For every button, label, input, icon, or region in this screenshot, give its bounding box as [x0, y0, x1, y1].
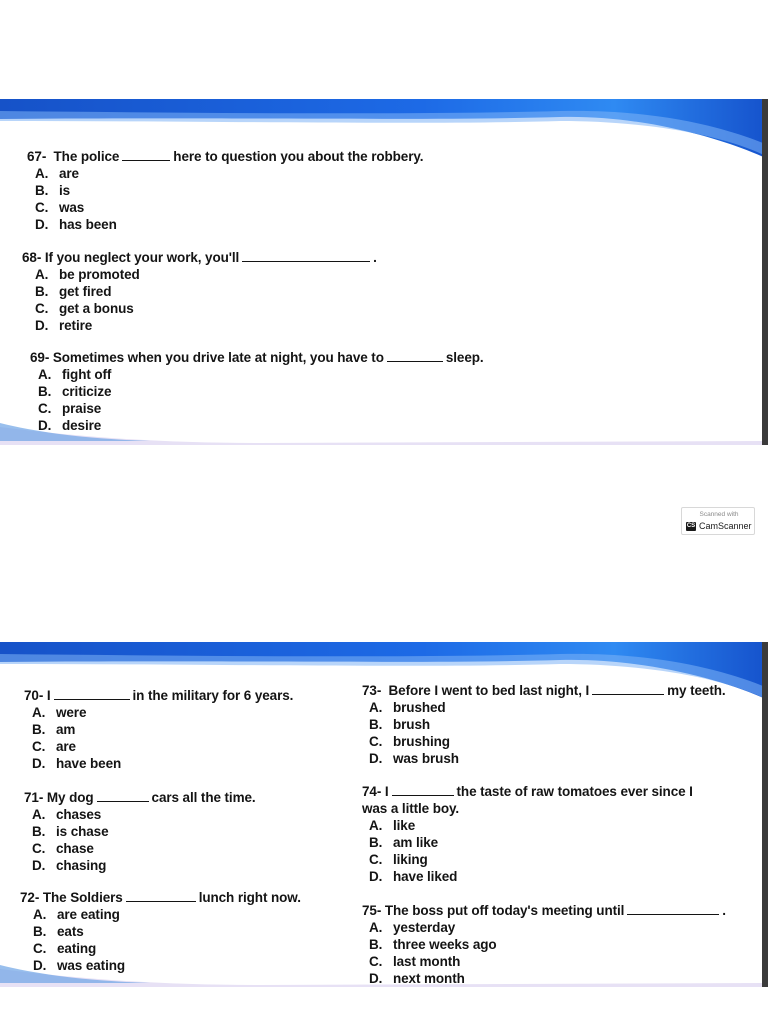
question-69 — [30, 349, 484, 434]
option-letter: A. — [32, 705, 46, 720]
question-stem — [24, 687, 293, 704]
stem-before: The Soldiers — [42, 890, 123, 905]
option-text: was eating — [57, 958, 126, 973]
option-d[interactable] — [35, 317, 377, 334]
question-number: 70- — [24, 688, 44, 703]
option-b[interactable] — [35, 182, 423, 199]
option-letter: D. — [32, 756, 46, 771]
option-letter: A. — [35, 267, 49, 282]
question-stem — [20, 889, 301, 906]
option-text: brush — [393, 717, 431, 732]
option-text: chase — [56, 841, 94, 856]
stem-after: . — [373, 250, 377, 265]
options-list — [33, 906, 301, 974]
option-text: get fired — [59, 284, 112, 299]
option-letter: C. — [32, 739, 46, 754]
question-67 — [27, 148, 423, 233]
option-letter: A. — [369, 920, 383, 935]
option-text: three weeks ago — [393, 937, 497, 952]
question-stem — [30, 349, 484, 366]
option-letter: A. — [38, 367, 52, 382]
options-list — [35, 165, 423, 233]
question-68 — [22, 249, 377, 334]
question-stem — [22, 249, 377, 266]
options-list — [38, 366, 484, 434]
answer-blank — [54, 689, 130, 700]
option-text: like — [393, 818, 416, 833]
answer-blank — [392, 785, 454, 796]
question-number: 74- — [362, 784, 382, 799]
question-70 — [24, 687, 293, 772]
question-71 — [24, 789, 256, 874]
options-list — [35, 266, 377, 334]
option-text: chasing — [56, 858, 107, 873]
answer-blank — [97, 791, 149, 802]
answer-blank — [242, 251, 370, 262]
stem-after: in the military for 6 years. — [132, 688, 294, 703]
option-letter: D. — [369, 869, 383, 884]
option-letter: C. — [35, 200, 49, 215]
option-b[interactable] — [369, 936, 726, 953]
option-text: last month — [393, 954, 461, 969]
question-number: 67- — [27, 149, 47, 164]
options-list — [369, 919, 726, 987]
options-list — [32, 704, 293, 772]
option-text: have been — [56, 756, 122, 771]
option-b[interactable] — [32, 823, 256, 840]
option-a[interactable] — [369, 817, 693, 834]
option-text: are — [56, 739, 76, 754]
option-letter: A. — [35, 166, 49, 181]
option-text: brushing — [393, 734, 450, 749]
option-text: was — [59, 200, 85, 215]
option-b[interactable] — [32, 721, 293, 738]
option-d[interactable] — [369, 750, 726, 767]
stem-before: I — [46, 688, 51, 703]
option-letter: A. — [369, 700, 383, 715]
option-letter: D. — [35, 217, 49, 232]
option-letter: B. — [35, 183, 49, 198]
option-text: are eating — [57, 907, 120, 922]
question-73 — [362, 682, 726, 767]
option-letter: B. — [32, 824, 46, 839]
option-letter: B. — [369, 937, 383, 952]
option-a[interactable] — [369, 919, 726, 936]
stem-before: The police — [53, 149, 120, 164]
stem-before: Sometimes when you drive late at night, you have to — [52, 350, 384, 365]
option-letter: C. — [369, 734, 383, 749]
option-text: are — [59, 166, 79, 181]
question-stem — [362, 783, 693, 800]
question-stem — [362, 682, 726, 699]
option-letter: C. — [369, 852, 383, 867]
option-letter: B. — [33, 924, 47, 939]
option-letter: A. — [33, 907, 47, 922]
question-number: 72- — [20, 890, 40, 905]
options-list — [369, 817, 693, 885]
answer-blank — [122, 150, 170, 161]
option-c[interactable] — [32, 840, 256, 857]
option-text: has been — [59, 217, 117, 232]
stem-before: Before I went to bed last night, I — [388, 683, 590, 698]
option-text: retire — [59, 318, 93, 333]
option-letter: D. — [32, 858, 46, 873]
option-d[interactable] — [33, 957, 301, 974]
option-letter: C. — [369, 954, 383, 969]
slide-bottom — [0, 642, 768, 987]
option-letter: C. — [35, 301, 49, 316]
option-letter: D. — [369, 751, 383, 766]
option-letter: B. — [35, 284, 49, 299]
answer-blank — [126, 891, 196, 902]
option-a[interactable] — [38, 366, 484, 383]
question-number: 69- — [30, 350, 50, 365]
option-letter: C. — [38, 401, 52, 416]
option-text: liking — [393, 852, 428, 867]
option-c[interactable] — [38, 400, 484, 417]
option-b[interactable] — [33, 923, 301, 940]
camscanner-watermark — [681, 507, 755, 535]
option-text: were — [56, 705, 87, 720]
stem-after: lunch right now. — [198, 890, 301, 905]
option-c[interactable] — [369, 733, 726, 750]
stem-before: If you neglect your work, you'll — [44, 250, 240, 265]
option-c[interactable] — [35, 300, 377, 317]
option-d[interactable] — [369, 868, 693, 885]
option-b[interactable] — [35, 283, 377, 300]
stem-before: The boss put off today's meeting until — [384, 903, 625, 918]
option-text: get a bonus — [59, 301, 134, 316]
option-text: yesterday — [393, 920, 456, 935]
options-list — [369, 699, 726, 767]
question-number: 73- — [362, 683, 382, 698]
option-text: desire — [62, 418, 102, 433]
option-text: fight off — [62, 367, 112, 382]
option-a[interactable] — [32, 806, 256, 823]
option-a[interactable] — [369, 699, 726, 716]
option-letter: A. — [32, 807, 46, 822]
stem-after: my teeth. — [667, 683, 726, 698]
option-d[interactable] — [32, 857, 256, 874]
option-text: next month — [393, 971, 465, 986]
stem-after: cars all the time. — [151, 790, 256, 805]
option-letter: B. — [38, 384, 52, 399]
option-text: was brush — [393, 751, 459, 766]
stem-before: My dog — [46, 790, 94, 805]
option-b[interactable] — [38, 383, 484, 400]
option-text: have liked — [393, 869, 458, 884]
option-text: criticize — [62, 384, 112, 399]
option-c[interactable] — [33, 940, 301, 957]
stem-before: I — [384, 784, 389, 799]
option-text: is chase — [56, 824, 109, 839]
stem-after: . — [722, 903, 726, 918]
option-text: chases — [56, 807, 102, 822]
option-letter: C. — [33, 941, 47, 956]
option-b[interactable] — [369, 716, 726, 733]
question-72 — [20, 889, 301, 974]
option-d[interactable] — [35, 216, 423, 233]
option-text: praise — [62, 401, 102, 416]
answer-blank — [592, 684, 664, 695]
question-74 — [362, 783, 693, 885]
stem-after: here to question you about the robbery. — [173, 149, 424, 164]
stem-after: the taste of raw tomatoes ever since I — [456, 784, 693, 799]
option-letter: D. — [38, 418, 52, 433]
stem-after: sleep. — [445, 350, 484, 365]
option-c[interactable] — [369, 851, 693, 868]
option-a[interactable] — [35, 165, 423, 182]
question-stem — [27, 148, 423, 165]
watermark-brand: CamScanner — [699, 521, 752, 531]
camscanner-logo-icon: CS — [686, 523, 696, 529]
question-stem — [362, 902, 726, 919]
option-c[interactable] — [35, 199, 423, 216]
option-text: is — [59, 183, 71, 198]
option-d[interactable] — [32, 755, 293, 772]
question-number: 71- — [24, 790, 44, 805]
answer-blank — [627, 904, 719, 915]
option-text: am — [56, 722, 76, 737]
option-d[interactable] — [38, 417, 484, 434]
question-stem — [24, 789, 256, 806]
option-a[interactable] — [32, 704, 293, 721]
question-number: 68- — [22, 250, 42, 265]
option-c[interactable] — [32, 738, 293, 755]
options-list — [32, 806, 256, 874]
option-text: brushed — [393, 700, 446, 715]
option-b[interactable] — [369, 834, 693, 851]
option-letter: B. — [32, 722, 46, 737]
option-text: be promoted — [59, 267, 140, 282]
option-text: eating — [57, 941, 97, 956]
option-text: eats — [57, 924, 84, 939]
answer-blank — [387, 351, 443, 362]
option-letter: D. — [35, 318, 49, 333]
question-75 — [362, 902, 726, 987]
option-text: am like — [393, 835, 439, 850]
watermark-caption: Scanned with — [699, 511, 739, 518]
option-d[interactable] — [369, 970, 726, 987]
option-c[interactable] — [369, 953, 726, 970]
option-letter: D. — [369, 971, 383, 986]
option-letter: B. — [369, 835, 383, 850]
option-letter: C. — [32, 841, 46, 856]
option-a[interactable] — [35, 266, 377, 283]
option-letter: B. — [369, 717, 383, 732]
question-number: 75- — [362, 903, 382, 918]
stem-line-2: was a little boy. — [362, 801, 460, 816]
option-letter: D. — [33, 958, 47, 973]
slide-top — [0, 99, 768, 445]
option-letter: A. — [369, 818, 383, 833]
option-a[interactable] — [33, 906, 301, 923]
